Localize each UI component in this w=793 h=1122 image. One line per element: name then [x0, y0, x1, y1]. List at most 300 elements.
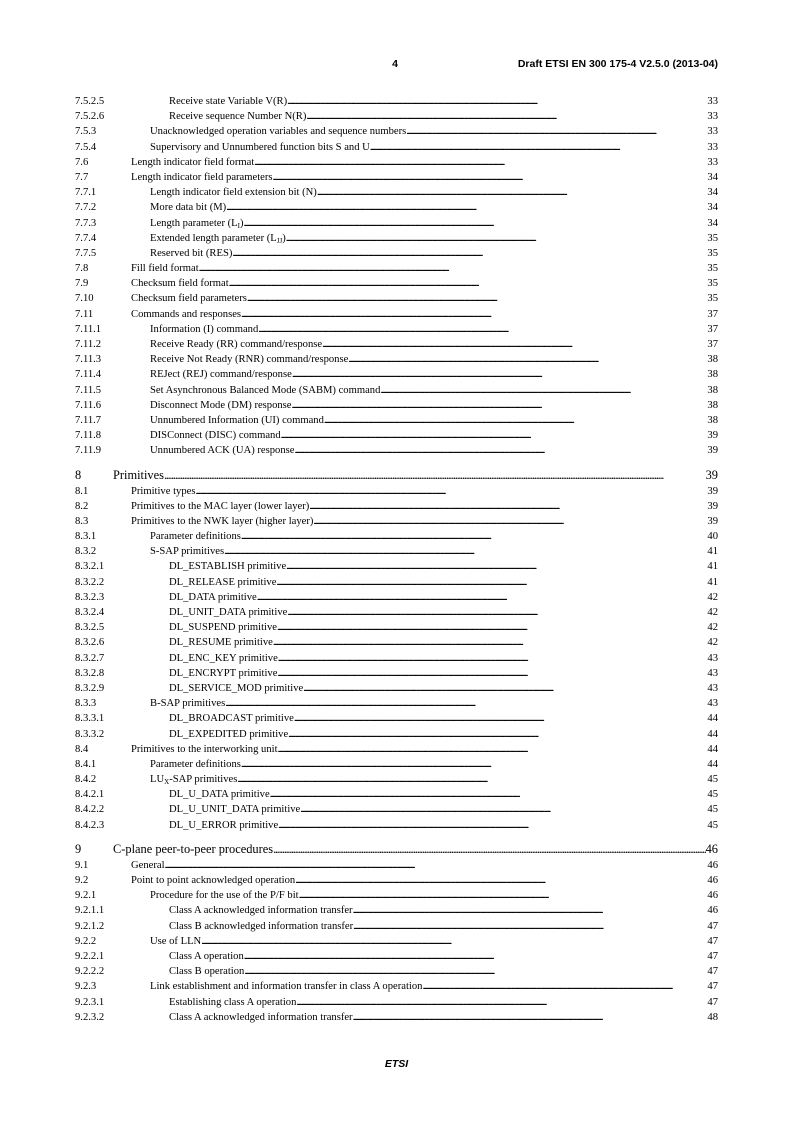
toc-entry[interactable]: [75, 979, 718, 994]
toc-page-number: 34: [707, 202, 718, 214]
toc-title-text: DL_U_DATA primitive: [169, 789, 270, 801]
toc-entry[interactable]: [75, 514, 718, 529]
toc-leader-dots: [257, 590, 708, 605]
toc-page-number: 48: [707, 1011, 718, 1023]
toc-page-number: 42: [707, 622, 718, 634]
toc-leader-dots: [406, 124, 707, 139]
toc-leader-dots: [276, 575, 707, 590]
toc-title-text: Set Asynchronous Balanced Mode (SABM) command: [150, 384, 381, 396]
toc-entry[interactable]: [75, 367, 718, 382]
toc-title-text-suffix: ): [282, 232, 286, 244]
toc-title-text: Extended length parameter (L: [150, 232, 277, 244]
toc-title: [169, 559, 286, 574]
toc-title: [150, 124, 406, 139]
toc-entry[interactable]: [75, 559, 718, 574]
toc-number: 7.5.2.6: [75, 111, 105, 123]
toc-title: [169, 635, 273, 650]
toc-number: 9: [75, 841, 82, 856]
toc-title: [113, 467, 164, 484]
toc-leader-dots: [294, 443, 707, 458]
toc-leader-dots: [324, 413, 708, 428]
toc-page-number: 39: [707, 485, 718, 497]
toc-title: [131, 307, 241, 322]
toc-title-text: DL_BROADCAST primitive: [169, 713, 294, 725]
toc-entry[interactable]: [75, 1010, 718, 1025]
toc-title: [150, 757, 241, 772]
toc-page-number: 46: [707, 905, 718, 917]
toc-title-text: DL_U_ERROR primitive: [169, 819, 279, 831]
toc-leader-dots: [229, 276, 708, 291]
toc-title: [113, 841, 273, 858]
toc-entry[interactable]: [75, 484, 718, 499]
toc-title: [169, 575, 276, 590]
toc-entry[interactable]: [75, 185, 718, 200]
toc-page-number: 38: [707, 354, 718, 366]
toc-title-text: Information (I) command: [150, 323, 259, 335]
toc-leader-dots: [277, 620, 707, 635]
toc-entry[interactable]: [75, 590, 718, 605]
toc-entry[interactable]: [75, 575, 718, 590]
toc-entry[interactable]: [75, 94, 718, 109]
toc-title-text: Unnumbered ACK (UA) response: [150, 445, 295, 457]
toc-number: 7.11.1: [75, 323, 102, 335]
toc-number: 9.2.1: [75, 890, 97, 902]
toc-entry[interactable]: [75, 261, 718, 276]
toc-number: 8.4.2.2: [75, 804, 105, 816]
toc-entry[interactable]: [75, 903, 718, 918]
toc-entry[interactable]: [75, 873, 718, 888]
toc-entry[interactable]: [75, 307, 718, 322]
toc-entry[interactable]: [75, 398, 718, 413]
toc-title-text: More data bit (M): [150, 202, 227, 214]
toc-title-text: Unnumbered Information (UI) command: [150, 414, 324, 426]
toc-entry[interactable]: [75, 246, 718, 261]
toc-entry[interactable]: [75, 124, 718, 139]
toc-page-number: 47: [707, 950, 718, 962]
toc-entry[interactable]: [75, 337, 718, 352]
toc-page-number: 46: [707, 875, 718, 886]
toc-page-number: 41: [707, 561, 718, 573]
toc-entry[interactable]: [75, 757, 718, 772]
toc-title-text-suffix: ): [240, 217, 244, 229]
toc-entry[interactable]: [75, 170, 718, 185]
toc-title: [150, 200, 226, 215]
toc-number: 7.7.3: [75, 217, 97, 229]
toc-number: 7.11.6: [75, 399, 102, 411]
toc-number: 8.3.2.6: [75, 637, 105, 649]
toc-title: [131, 873, 295, 888]
toc-page-number: 35: [707, 232, 718, 244]
toc-number: 9.2.2.2: [75, 966, 105, 978]
toc-page-number: 46: [705, 841, 718, 856]
toc-number: 8.1: [75, 485, 89, 497]
toc-entry[interactable]: [75, 772, 718, 787]
toc-number: 8.4.2.1: [75, 789, 105, 801]
toc-title-text: Link establishment and information transfer in class A operation: [150, 981, 423, 993]
toc-leader-dots: [237, 772, 707, 787]
toc-title: [131, 499, 309, 514]
toc-title: [169, 605, 287, 620]
toc-entry[interactable]: [75, 964, 718, 979]
toc-page-number: 47: [707, 935, 718, 947]
toc-title-text: DL_ENC_KEY primitive: [169, 652, 278, 664]
toc-title-text: Length parameter (L: [150, 217, 238, 229]
toc-title-text: Class A acknowledged information transfer: [169, 905, 353, 917]
toc-title: [150, 428, 281, 443]
toc-title: [150, 413, 324, 428]
toc-number: 8.3.2.7: [75, 652, 105, 664]
toc-entry[interactable]: [75, 467, 718, 484]
toc-title: [131, 858, 165, 873]
toc-entry[interactable]: [75, 499, 718, 514]
toc-title: [150, 185, 317, 200]
toc-leader-dots: [244, 964, 707, 979]
toc-title: [169, 651, 278, 666]
toc-leader-dots: [226, 200, 707, 215]
toc-number: 9.2.1.2: [75, 920, 105, 932]
toc-title: [169, 620, 277, 635]
toc-title-text: B-SAP primitives: [150, 698, 226, 710]
toc-title: [150, 246, 232, 261]
toc-page-number: 46: [707, 859, 718, 871]
toc-page-number: 39: [707, 500, 718, 512]
toc-number: 8.3.3.2: [75, 728, 105, 740]
toc-entry[interactable]: [75, 802, 718, 817]
toc-title-text: DL_U_UNIT_DATA primitive: [169, 804, 301, 816]
toc-title-text: Primitives to the interworking unit: [131, 743, 278, 755]
toc-title: [169, 995, 296, 1010]
toc-title: [169, 964, 244, 979]
toc-leader-dots: [241, 307, 707, 322]
toc-page-number: 38: [707, 399, 718, 411]
toc-entry[interactable]: [75, 742, 718, 757]
toc-number: 8: [75, 467, 82, 482]
toc-title-text: Checksum field parameters: [131, 293, 247, 305]
toc-entry[interactable]: [75, 443, 718, 458]
toc-page-number: 38: [707, 369, 718, 381]
toc-entry[interactable]: [75, 109, 718, 124]
toc-page-number: 38: [707, 414, 718, 426]
toc-leader-dots: [322, 337, 707, 352]
toc-leader-dots: [201, 934, 707, 949]
toc-title: [150, 529, 241, 544]
toc-number: 9.1: [75, 859, 89, 871]
toc-page-number: 40: [707, 531, 718, 543]
toc-leader-dots: [299, 888, 708, 903]
toc-number: 9.2.3: [75, 981, 97, 993]
toc-number: 7.5.3: [75, 126, 97, 138]
toc-number: 7.6: [75, 156, 89, 168]
toc-page-number: 33: [707, 96, 718, 107]
toc-title-subscript: X: [164, 778, 170, 787]
toc-title: [169, 818, 278, 833]
toc-title-text: Fill field format: [131, 263, 199, 275]
toc-leader-dots: [244, 216, 708, 231]
toc-title: [131, 170, 273, 185]
toc-page-number: 34: [707, 217, 718, 229]
toc-title-text: Receive sequence Number N(R): [169, 111, 307, 123]
toc-number: 7.5.4: [75, 141, 97, 153]
toc-entry[interactable]: [75, 696, 718, 711]
toc-entry[interactable]: [75, 949, 718, 964]
toc-page-number: 43: [707, 698, 718, 710]
document-title: Draft ETSI EN 300 175-4 V2.5.0 (2013-04): [517, 58, 718, 70]
toc-number: 8.3.1: [75, 531, 97, 543]
toc-number: 9.2.2: [75, 935, 97, 947]
toc-page-number: 42: [707, 607, 718, 618]
toc-entry[interactable]: [75, 231, 718, 246]
toc-leader-dots: [244, 949, 708, 964]
toc-page-number: 41: [707, 546, 718, 558]
toc-title: [131, 484, 195, 499]
toc-number: 7.11.9: [75, 445, 102, 457]
toc-leader-dots: [225, 696, 707, 711]
toc-title: [150, 443, 294, 458]
toc-entry[interactable]: [75, 322, 718, 337]
toc-leader-dots: [292, 398, 708, 413]
toc-leader-dots: [313, 514, 707, 529]
toc-entry[interactable]: [75, 352, 718, 367]
toc-leader-dots: [241, 757, 708, 772]
toc-leader-dots: [273, 841, 706, 858]
toc-page-number: 44: [707, 758, 718, 770]
toc-title: [150, 383, 380, 398]
toc-leader-dots: [306, 109, 707, 124]
toc-page-number: 42: [707, 591, 718, 603]
toc-title-text: Receive Ready (RR) command/response: [150, 339, 323, 350]
toc-title: [150, 934, 201, 949]
toc-title: [131, 155, 254, 170]
toc-leader-dots: [164, 467, 706, 484]
toc-entry[interactable]: [75, 155, 718, 170]
toc-number: 9.2: [75, 875, 89, 886]
toc-number: 7.11.5: [75, 384, 102, 396]
toc-page-number: 37: [707, 339, 718, 350]
toc-leader-dots: [286, 559, 707, 574]
toc-title-text: Class A operation: [169, 950, 244, 962]
toc-title-text: Class B operation: [169, 966, 245, 978]
toc-entry[interactable]: [75, 276, 718, 291]
toc-page-number: 46: [707, 890, 718, 902]
footer-etsi: ETSI: [384, 1058, 409, 1070]
toc-title: [169, 590, 257, 605]
toc-leader-dots: [278, 651, 708, 666]
toc-entry[interactable]: [75, 681, 718, 696]
toc-entry[interactable]: [75, 140, 718, 155]
toc-title-text: Primitive types: [131, 485, 196, 497]
toc-title: [150, 398, 292, 413]
toc-page-number: 35: [707, 263, 718, 275]
toc-leader-dots: [232, 246, 707, 261]
toc-entry[interactable]: [75, 383, 718, 398]
toc-page-number: 39: [707, 515, 718, 527]
toc-title: [131, 276, 229, 291]
toc-page-number: 47: [707, 981, 718, 993]
toc-page-number: 33: [707, 126, 718, 138]
toc-entry[interactable]: [75, 413, 718, 428]
toc-leader-dots: [292, 367, 708, 382]
toc-number: 7.11.8: [75, 430, 102, 442]
toc-entry[interactable]: [75, 200, 718, 215]
toc-title: [169, 666, 277, 681]
toc-entry[interactable]: [75, 858, 718, 873]
toc-title: [150, 367, 292, 382]
toc-leader-dots: [287, 94, 707, 109]
toc-entry[interactable]: [75, 544, 718, 559]
toc-leader-dots: [278, 742, 708, 757]
toc-page-number: 47: [707, 996, 718, 1008]
toc-number: 7.7.1: [75, 187, 97, 199]
toc-entry[interactable]: [75, 995, 718, 1010]
toc-title-text: DL_SUSPEND primitive: [169, 622, 278, 634]
toc-leader-dots: [241, 529, 708, 544]
toc-leader-dots: [224, 544, 707, 559]
toc-title: [150, 140, 370, 155]
toc-leader-dots: [300, 802, 707, 817]
toc-leader-dots: [317, 185, 708, 200]
table-of-contents: [75, 94, 718, 1025]
toc-title: [169, 727, 288, 742]
toc-title: [169, 787, 270, 802]
toc-title-text: DL_UNIT_DATA primitive: [169, 607, 288, 618]
toc-title-text: Receive state Variable V(R): [169, 96, 288, 107]
toc-page-number: 33: [707, 111, 718, 123]
toc-page-number: 35: [707, 278, 718, 290]
toc-number: 7.7.4: [75, 232, 97, 244]
toc-entry[interactable]: [75, 651, 718, 666]
toc-leader-dots: [295, 873, 707, 888]
toc-leader-dots: [286, 231, 708, 246]
toc-page-number: 34: [707, 187, 718, 199]
toc-number: 9.2.2.1: [75, 950, 105, 962]
toc-entry[interactable]: [75, 727, 718, 742]
toc-entry[interactable]: [75, 818, 718, 833]
toc-title-text: Primitives to the MAC layer (lower layer): [131, 500, 310, 512]
toc-leader-dots: [294, 711, 708, 726]
toc-number: 8.4.2.3: [75, 819, 105, 831]
toc-leader-dots: [422, 979, 707, 994]
toc-entry[interactable]: [75, 635, 718, 650]
toc-title-text: Length indicator field extension bit (N): [150, 187, 317, 199]
toc-title-text: General: [131, 859, 165, 871]
toc-leader-dots: [353, 919, 707, 934]
toc-title-text: S-SAP primitives: [150, 546, 225, 558]
toc-entry[interactable]: [75, 934, 718, 949]
toc-page-number: 42: [707, 637, 718, 649]
toc-number: 8.3.3: [75, 698, 97, 710]
toc-title: [150, 979, 422, 994]
toc-title-text: DL_RESUME primitive: [169, 637, 273, 649]
toc-entry[interactable]: [75, 841, 718, 858]
toc-title-text: Primitives: [113, 467, 164, 482]
toc-title: [169, 802, 300, 817]
toc-number: 9.2.1.1: [75, 905, 105, 917]
toc-number: 7.9: [75, 278, 89, 290]
toc-entry[interactable]: [75, 919, 718, 934]
toc-title-text: LU: [150, 774, 165, 786]
toc-title-text: Checksum field format: [131, 278, 229, 290]
toc-number: 7.11.3: [75, 354, 102, 366]
toc-leader-dots: [258, 322, 707, 337]
toc-number: 7.10: [75, 293, 94, 305]
toc-entry[interactable]: [75, 216, 718, 231]
toc-title-text: Reserved bit (RES): [150, 247, 233, 259]
toc-entry[interactable]: [75, 888, 718, 903]
toc-number: 8.2: [75, 500, 89, 512]
toc-page-number: 45: [707, 774, 718, 786]
page-number: 4: [392, 58, 398, 70]
toc-leader-dots: [370, 140, 708, 155]
toc-number: 9.2.3.1: [75, 996, 105, 1008]
toc-entry[interactable]: [75, 711, 718, 726]
toc-number: 8.3.2.3: [75, 591, 105, 603]
toc-title-text: Parameter definitions: [150, 531, 241, 543]
toc-leader-dots: [309, 499, 707, 514]
toc-leader-dots: [165, 858, 708, 873]
toc-page-number: 34: [707, 171, 718, 183]
toc-page-number: 45: [707, 789, 718, 801]
toc-leader-dots: [380, 383, 707, 398]
toc-title-text: DL_DATA primitive: [169, 591, 257, 603]
toc-entry[interactable]: [75, 291, 718, 306]
toc-page-number: 37: [707, 323, 718, 335]
toc-title-text: REJect (REJ) command/response: [150, 369, 292, 381]
toc-page-number: 33: [707, 156, 718, 168]
toc-number: 7.7.5: [75, 247, 97, 259]
toc-entry[interactable]: [75, 529, 718, 544]
toc-number: 8.3.2.4: [75, 607, 105, 618]
toc-number: 8.3.2.2: [75, 576, 105, 588]
toc-page-number: 45: [707, 804, 718, 816]
toc-title: [169, 949, 244, 964]
toc-title: [150, 337, 322, 352]
toc-title-text: Supervisory and Unnumbered function bits S and U: [150, 141, 370, 153]
toc-title-text: DL_SERVICE_MOD primitive: [169, 682, 304, 694]
toc-leader-dots: [287, 605, 707, 620]
toc-number: 8.4.1: [75, 758, 97, 770]
toc-leader-dots: [199, 261, 708, 276]
toc-number: 8.3.2.5: [75, 622, 105, 634]
toc-page-number: 35: [707, 293, 718, 305]
toc-entry[interactable]: [75, 787, 718, 802]
toc-leader-dots: [296, 995, 707, 1010]
toc-entry[interactable]: [75, 666, 718, 681]
toc-entry[interactable]: [75, 620, 718, 635]
toc-title-text: Establishing class A operation: [169, 996, 297, 1008]
toc-leader-dots: [270, 787, 708, 802]
toc-title: [169, 94, 287, 109]
toc-entry[interactable]: [75, 428, 718, 443]
toc-number: 8.4: [75, 743, 89, 755]
toc-page-number: 44: [707, 728, 718, 740]
toc-title: [150, 696, 225, 711]
toc-leader-dots: [281, 428, 708, 443]
toc-entry[interactable]: [75, 605, 718, 620]
toc-title: [150, 772, 237, 787]
toc-title: [169, 711, 294, 726]
toc-title: [150, 544, 224, 559]
toc-title: [169, 681, 303, 696]
toc-title-text: Procedure for the use of the P/F bit: [150, 890, 299, 902]
toc-number: 9.2.3.2: [75, 1011, 105, 1023]
toc-title: [131, 261, 199, 276]
toc-title-text: DISConnect (DISC) command: [150, 430, 281, 442]
toc-title-text: C-plane peer-to-peer procedures: [113, 841, 274, 856]
toc-number: 7.7.2: [75, 202, 97, 214]
toc-title: [131, 291, 247, 306]
toc-title: [169, 919, 353, 934]
toc-title-text: Parameter definitions: [150, 758, 241, 770]
